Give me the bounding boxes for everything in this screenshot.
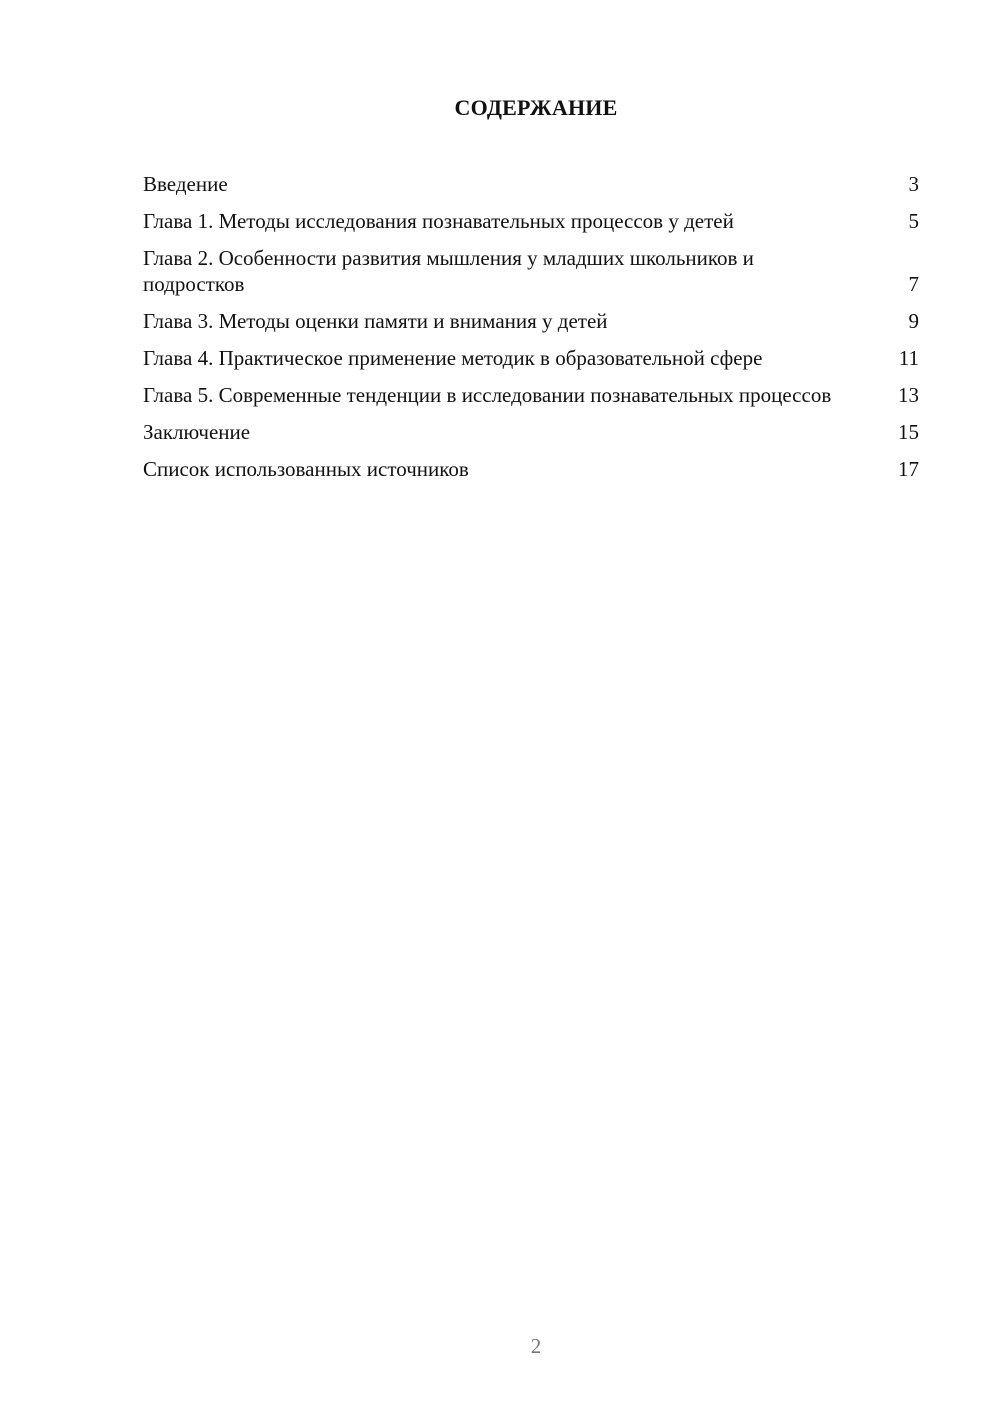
toc-entry-chapter-3[interactable] — [143, 308, 919, 334]
toc-entry-page: 7 — [908, 272, 919, 296]
toc-entry-text: Глава 2. Особенности развития мышления у младших школьников и подростков — [143, 246, 754, 296]
toc-entry-page: 11 — [898, 346, 919, 370]
table-of-contents — [143, 171, 919, 493]
toc-entry-text: Заключение — [143, 420, 251, 444]
toc-entry-page: 15 — [898, 420, 919, 444]
toc-entry-text: Введение — [143, 172, 228, 196]
toc-entry-text: Список использованных источников — [143, 457, 469, 481]
toc-entry-text: Глава 1. Методы исследования познавательных процессов у детей — [143, 209, 734, 233]
page-number: 2 — [530, 1334, 542, 1358]
toc-entry-page: 13 — [898, 383, 919, 407]
toc-entry-text: Глава 4. Практическое применение методик в образовательной сфере — [143, 346, 763, 370]
toc-title: СОДЕРЖАНИЕ — [454, 95, 618, 120]
toc-entry-text: Глава 3. Методы оценки памяти и внимания у детей — [143, 309, 608, 333]
toc-entry-chapter-2[interactable] — [143, 245, 919, 297]
toc-entry-introduction[interactable] — [143, 171, 919, 197]
toc-entry-chapter-5[interactable] — [143, 382, 919, 408]
toc-entry-conclusion[interactable] — [143, 419, 919, 445]
toc-entry-references[interactable] — [143, 456, 919, 482]
toc-entry-page: 3 — [908, 172, 919, 196]
toc-entry-chapter-1[interactable] — [143, 208, 919, 234]
toc-entry-page: 9 — [908, 309, 919, 333]
toc-entry-chapter-4[interactable] — [143, 345, 919, 371]
toc-entry-page: 5 — [908, 209, 919, 233]
toc-entry-page: 17 — [898, 457, 919, 481]
toc-entry-text: Глава 5. Современные тенденции в исследовании познавательных процессов — [143, 383, 832, 407]
